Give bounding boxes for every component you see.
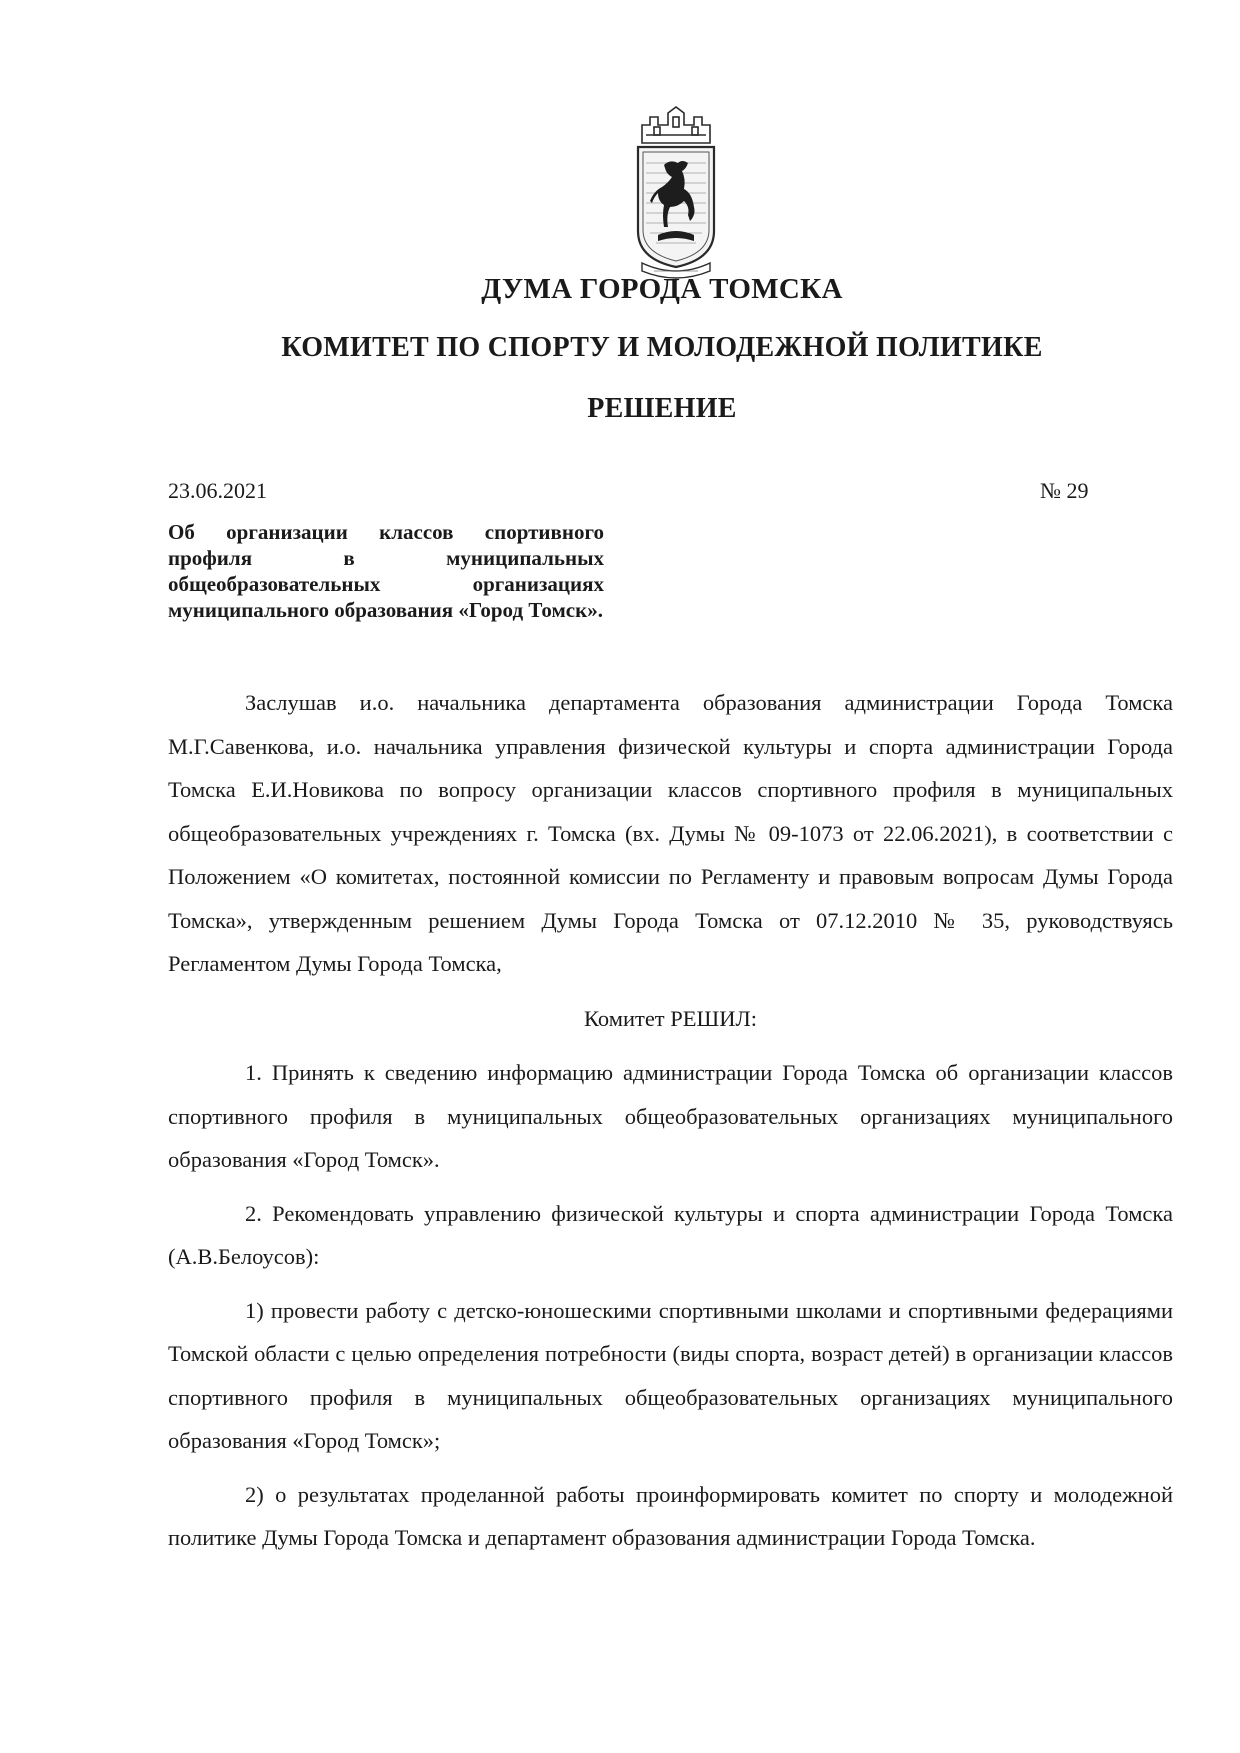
council-name: ДУМА ГОРОДА ТОМСКА [481, 273, 843, 305]
document-subject: Об организации классов спортивного профиля в муниципальных общеобразовательных организациях муниципального образования «Город Томск». [168, 520, 604, 622]
decision-subitem-1: 1) провести работу с детско-юношескими спортивными школами и спортивными федерациями Томской области с целью определения потребности (виды спорта, возраст детей) в организации классов спортивного профиля в муниципальных общеобразовательных организациях муниципального образования «Город Томск»; [168, 1297, 1173, 1453]
committee-name: КОМИТЕТ ПО СПОРТУ И МОЛОДЕЖНОЙ ПОЛИТИКЕ [281, 332, 1043, 363]
decision-item-1: 1. Принять к сведению информацию администрации Города Томска об организации классов спортивного профиля в муниципальных общеобразовательных организациях муниципального образования «Город Томск». [168, 1060, 1173, 1172]
decision-subitem-2: 2) о результатах проделанной работы проинформировать комитет по спорту и молодежной политике Думы Города Томска и департамент образования администрации Города Томска. [168, 1481, 1173, 1550]
intro-section [168, 681, 1173, 986]
intro-paragraph: Заслушав и.о. начальника департамента образования администрации Города Томска М.Г.Савенкова, и.о. начальника управления физической культуры и спорта администрации Города Томска Е.И.Новикова по вопросу организации классов спортивного профиля в муниципальных общеобразовательных учреждениях г. Томска (вх. Думы № 09-1073 от 22.06.2021), в соответствии с Положением «О комитетах, постоянной комиссии по Регламенту и правовым вопросам Думы Города Томска», утвержденным решением Думы Города Томска от 07.12.2010 № 35, руководствуясь Регламентом Думы Города Томска, [168, 690, 1173, 976]
resolved-heading: Комитет РЕШИЛ: [584, 1006, 757, 1031]
city-coat-of-arms-icon [624, 103, 728, 281]
document-number: № 29 [1040, 478, 1089, 503]
document-date: 23.06.2021 [168, 478, 267, 503]
document-type: РЕШЕНИЕ [587, 393, 737, 424]
decision-items [168, 1051, 1173, 1570]
decision-item-2: 2. Рекомендовать управлению физической культуры и спорта администрации Города Томска (А.В.Белоусов): [168, 1200, 1173, 1269]
